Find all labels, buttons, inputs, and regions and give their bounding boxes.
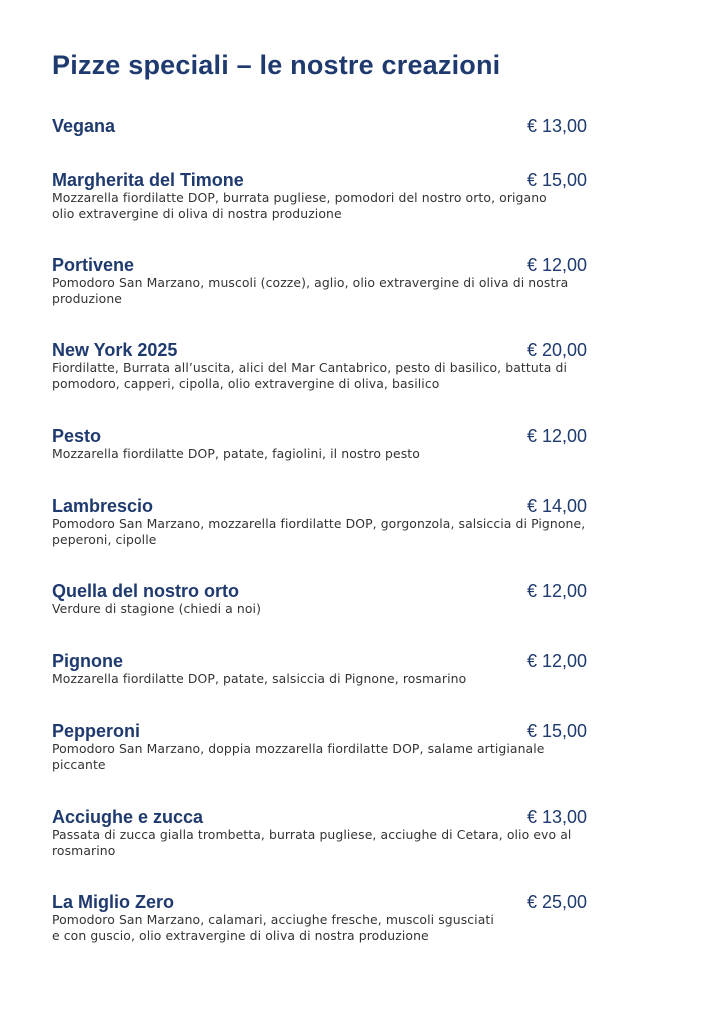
- item-price: € 15,00: [527, 170, 588, 190]
- description-line: Mozzarella fiordilatte DOP, patate, salsiccia di Pignone, rosmarino: [52, 671, 467, 686]
- item-price: € 12,00: [527, 651, 588, 671]
- item-description: [52, 671, 652, 687]
- description-line: Mozzarella fiordilatte DOP, burrata pugliese, pomodori del nostro orto, origano: [52, 190, 547, 205]
- description-line: e con guscio, olio extravergine di oliva di nostra produzione: [52, 928, 429, 943]
- description-line: Pomodoro San Marzano, mozzarella fiordilatte DOP, gorgonzola, salsiccia di Pignone,: [52, 516, 586, 531]
- description-line: peperoni, cipolle: [52, 532, 157, 547]
- description-line: rosmarino: [52, 843, 116, 858]
- description-line: Pomodoro San Marzano, doppia mozzarella fiordilatte DOP, salame artigianale: [52, 741, 545, 756]
- item-description: [52, 516, 652, 548]
- item-price: € 13,00: [527, 807, 588, 827]
- item-name: Lambrescio: [52, 496, 154, 516]
- description-line: Fiordilatte, Burrata all’uscita, alici del Mar Cantabrico, pesto di basilico, battuta di: [52, 360, 567, 375]
- item-description: [52, 741, 652, 773]
- description-line: piccante: [52, 757, 106, 772]
- item-name: Vegana: [52, 116, 116, 136]
- item-price: € 25,00: [527, 892, 588, 912]
- item-description: [52, 601, 652, 617]
- item-description: [52, 827, 652, 859]
- item-name: Margherita del Timone: [52, 170, 244, 190]
- item-price: € 14,00: [527, 496, 588, 516]
- item-price: € 13,00: [527, 116, 588, 136]
- item-price: € 15,00: [527, 721, 588, 741]
- item-price: € 12,00: [527, 426, 588, 446]
- item-name: New York 2025: [52, 340, 178, 360]
- item-name: La Miglio Zero: [52, 892, 175, 912]
- page-title: Pizze speciali – le nostre creazioni: [52, 50, 501, 80]
- description-line: Passata di zucca gialla trombetta, burrata pugliese, acciughe di Cetara, olio evo al: [52, 827, 572, 842]
- item-price: € 12,00: [527, 255, 588, 275]
- item-description: [52, 190, 652, 222]
- description-line: produzione: [52, 291, 122, 306]
- item-name: Pesto: [52, 426, 102, 446]
- item-name: Acciughe e zucca: [52, 807, 204, 827]
- description-line: pomodoro, capperi, cipolla, olio extravergine di oliva, basilico: [52, 376, 440, 391]
- item-description: [52, 360, 652, 392]
- item-description: [52, 446, 652, 462]
- description-line: Verdure di stagione (chiedi a noi): [52, 601, 262, 616]
- item-description: [52, 912, 572, 944]
- item-price: € 12,00: [527, 581, 588, 601]
- item-description: [52, 275, 642, 307]
- description-line: Mozzarella fiordilatte DOP, patate, fagiolini, il nostro pesto: [52, 446, 420, 461]
- item-name: Portivene: [52, 255, 135, 275]
- description-line: Pomodoro San Marzano, muscoli (cozze), aglio, olio extravergine di oliva di nostra: [52, 275, 569, 290]
- item-price: € 20,00: [527, 340, 588, 360]
- description-line: olio extravergine di oliva di nostra produzione: [52, 206, 342, 221]
- description-line: Pomodoro San Marzano, calamari, acciughe fresche, muscoli sgusciati: [52, 912, 494, 927]
- item-name: Pignone: [52, 651, 123, 671]
- item-name: Quella del nostro orto: [52, 581, 240, 601]
- item-name: Pepperoni: [52, 721, 141, 741]
